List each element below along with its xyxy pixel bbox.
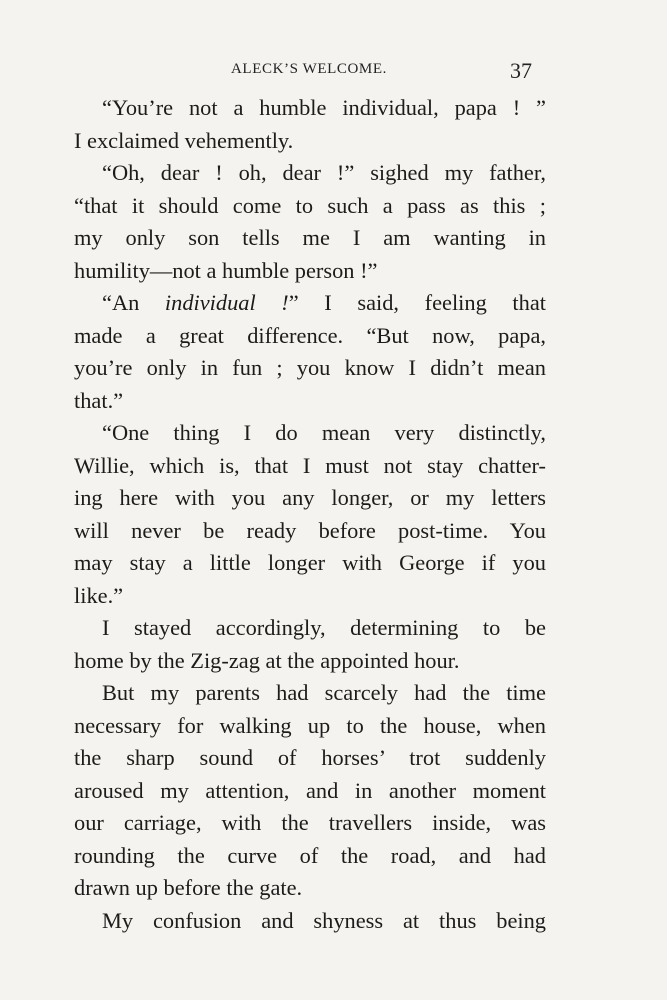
text-line: necessary for walking up to the house, when (74, 712, 546, 738)
text-line: “Oh, dear ! oh, dear !” sighed my father, (102, 160, 546, 185)
text-line: humility—not a humble person !” (74, 257, 378, 283)
text-line (74, 287, 546, 320)
text-line: I stayed accordingly, determining to be (102, 615, 546, 640)
text-line: our carriage, with the travellers inside, was (74, 810, 546, 835)
paragraph (74, 612, 546, 677)
paragraph (74, 287, 546, 417)
text-line: I exclaimed vehemently. (74, 127, 294, 153)
text-line: Willie, which is, that I must not stay chatter- (74, 452, 546, 478)
paragraph (74, 905, 546, 938)
text-line: you’re only in fun ; you know I didn’t mean (74, 355, 546, 380)
text-line: “You’re not a humble individual, papa ! ” (102, 95, 546, 120)
text-line: My confusion and shyness at thus being (102, 907, 546, 933)
paragraph (74, 157, 546, 287)
paragraph (74, 417, 546, 612)
text-line: made a great difference. “But now, papa, (74, 322, 546, 348)
text-line: But my parents had scarcely had the time (102, 680, 546, 705)
italic-word: individual ! (164, 290, 289, 315)
text-segment: “An (102, 290, 165, 315)
page-number: 37 (510, 58, 532, 83)
text-line: like.” (74, 582, 124, 608)
text-line: home by the Zig-zag at the appointed hour. (74, 647, 460, 673)
paragraph (74, 92, 546, 157)
text-line: “One thing I do mean very distinctly, (102, 420, 546, 445)
paragraph (74, 677, 546, 905)
running-head (0, 58, 667, 82)
text-line: may stay a little longer with George if you (74, 550, 546, 575)
text-line: drawn up before the gate. (74, 875, 303, 900)
text-line: will never be ready before post-time. You (74, 517, 546, 543)
text-line: “that it should come to such a pass as this ; (74, 192, 546, 218)
text-line: rounding the curve of the road, and had (74, 842, 546, 868)
text-line: that.” (74, 387, 124, 413)
body-text (74, 92, 546, 937)
text-segment: ” I said, feeling that (288, 290, 546, 315)
running-title: ALECK’S WELCOME. (231, 61, 387, 77)
text-line: ing here with you any longer, or my letters (74, 485, 546, 510)
text-line: the sharp sound of horses’ trot suddenly (74, 745, 546, 770)
text-line: my only son tells me I am wanting in (74, 225, 546, 250)
text-line: aroused my attention, and in another moment (74, 777, 546, 803)
